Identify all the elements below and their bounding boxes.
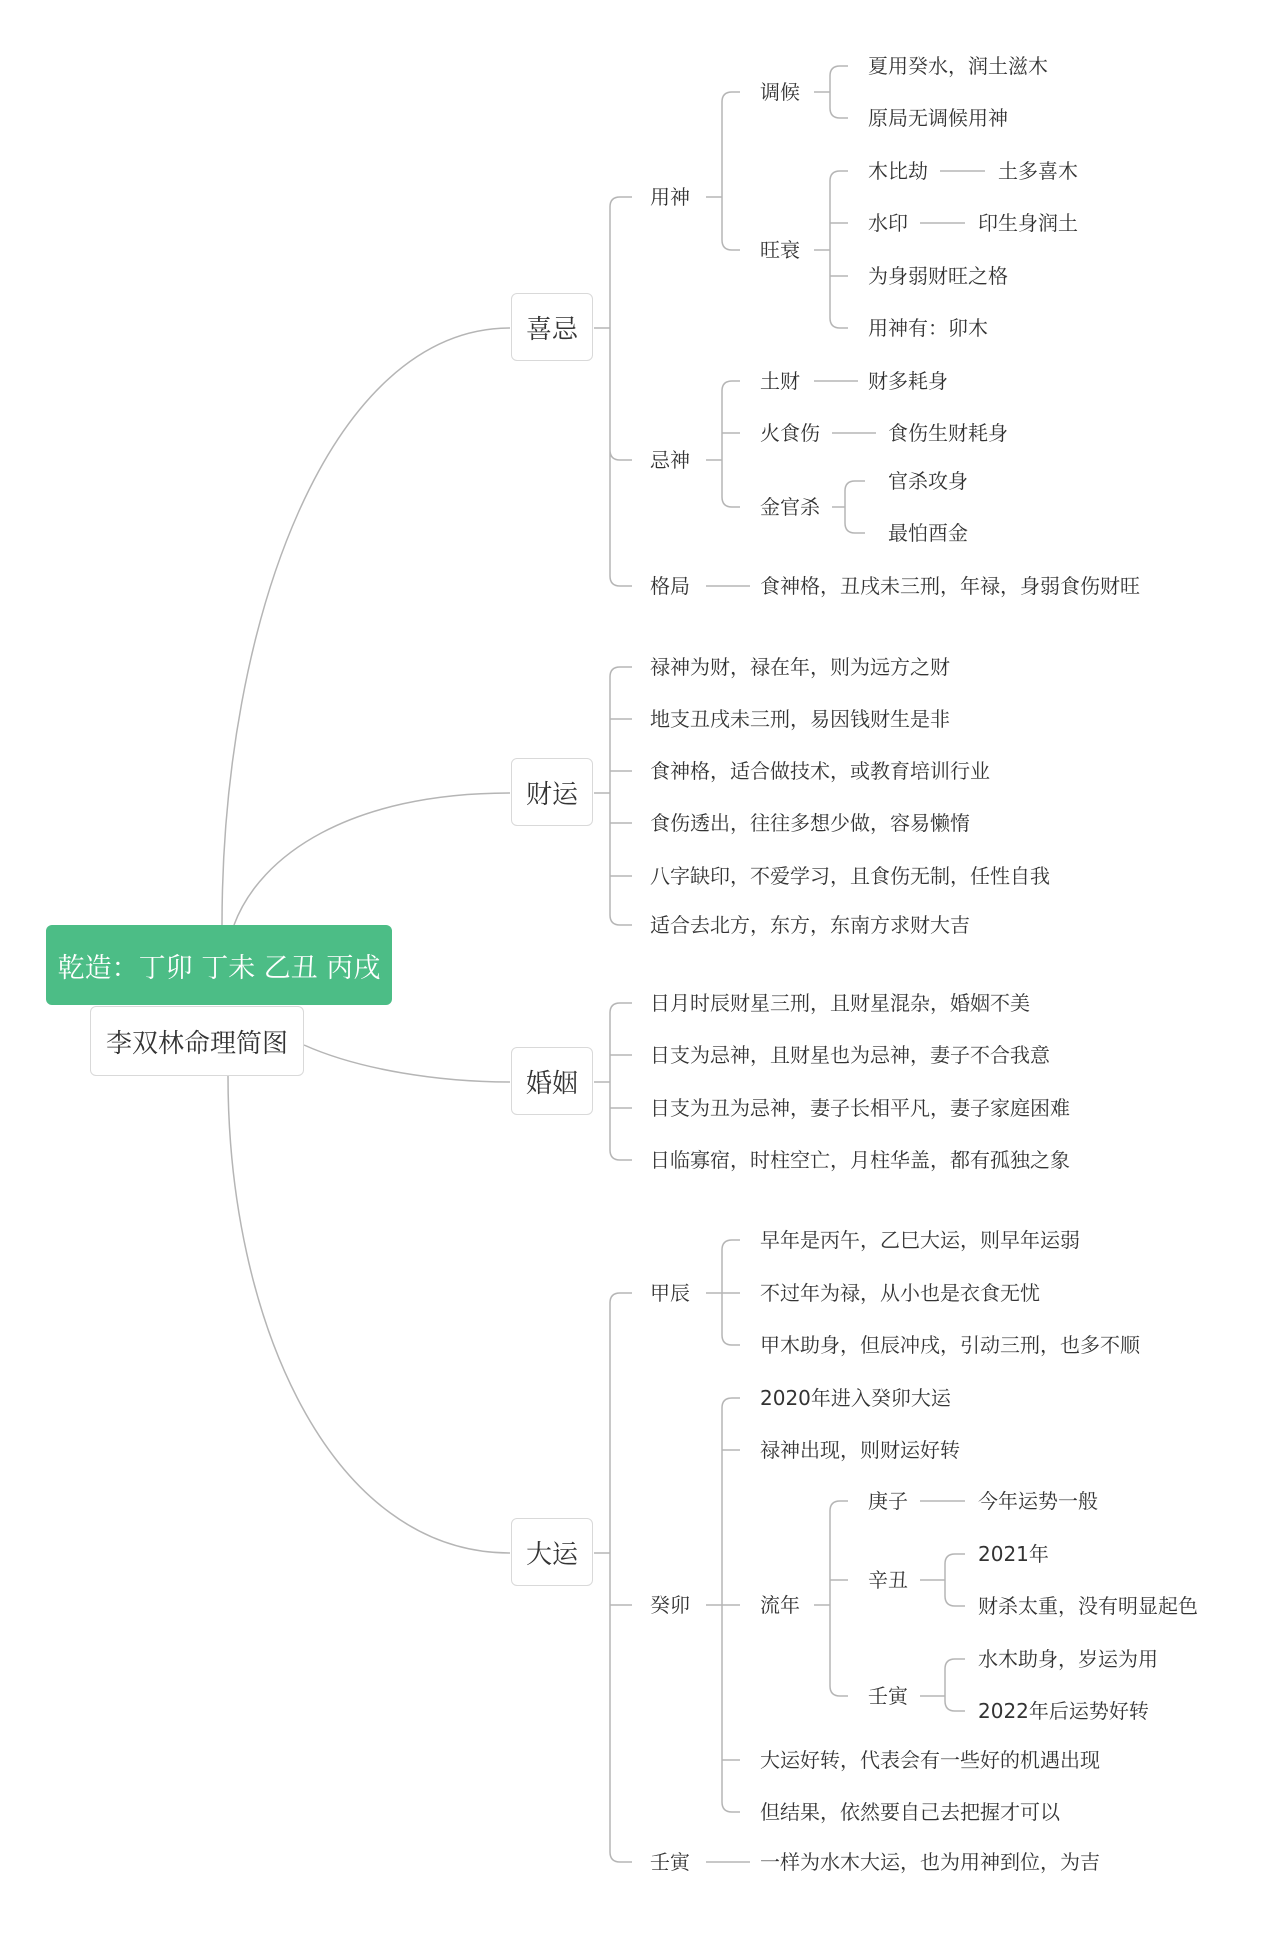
node-wangshuai-item[interactable]: 用神有：卯木	[868, 316, 988, 340]
node-hunyin-item[interactable]: 日临寡宿，时柱空亡，月柱华盖，都有孤独之象	[650, 1148, 1070, 1172]
node-jiachen-item[interactable]: 甲木助身，但辰冲戌，引动三刑，也多不顺	[760, 1333, 1140, 1357]
node-gengzi[interactable]: 庚子	[868, 1489, 908, 1513]
node-tucai[interactable]: 土财	[760, 369, 800, 393]
node-tiaohou-item[interactable]: 原局无调候用神	[868, 106, 1008, 130]
node-huoshishang[interactable]: 火食伤	[760, 421, 820, 445]
node-guimao-item[interactable]: 大运好转，代表会有一些好的机遇出现	[760, 1748, 1100, 1772]
node-jiachen-item[interactable]: 不过年为禄，从小也是衣食无忧	[760, 1281, 1040, 1305]
branch-caiyun[interactable]: 财运	[511, 758, 593, 826]
node-yongshen[interactable]: 用神	[650, 185, 690, 209]
root-node[interactable]: 乾造：丁卯 丁未 乙丑 丙戌	[46, 925, 392, 1005]
node-caiyun-item[interactable]: 适合去北方，东方，东南方求财大吉	[650, 913, 970, 937]
node-guimao[interactable]: 癸卯	[650, 1593, 690, 1617]
node-caiyun-item[interactable]: 禄神为财，禄在年，则为远方之财	[650, 655, 950, 679]
node-jinguansha[interactable]: 金官杀	[760, 495, 820, 519]
node-guimao-item[interactable]: 禄神出现，则财运好转	[760, 1438, 960, 1462]
node-shuiyin[interactable]: 水印	[868, 211, 908, 235]
node-renyin-note[interactable]: 一样为水木大运，也为用神到位，为吉	[760, 1850, 1100, 1874]
node-caiyun-item[interactable]: 食伤透出，往往多想少做，容易懒惰	[650, 811, 970, 835]
node-liunian[interactable]: 流年	[760, 1593, 800, 1617]
node-renyin-year-item[interactable]: 水木助身，岁运为用	[978, 1647, 1158, 1671]
node-caiyun-item[interactable]: 八字缺印，不爱学习，且食伤无制，任性自我	[650, 864, 1050, 888]
node-jiachen-item[interactable]: 早年是丙午，乙巳大运，则早年运弱	[760, 1228, 1080, 1252]
node-jinguansha-item[interactable]: 官杀攻身	[888, 469, 968, 493]
node-xinchou-item[interactable]: 财杀太重，没有明显起色	[978, 1594, 1198, 1618]
node-caiyun-item[interactable]: 食神格，适合做技术，或教育培训行业	[650, 759, 990, 783]
node-guimao-item[interactable]: 2020年进入癸卯大运	[760, 1386, 951, 1410]
node-mubijie[interactable]: 木比劫	[868, 159, 928, 183]
node-jiachen[interactable]: 甲辰	[650, 1281, 690, 1305]
node-hunyin-item[interactable]: 日支为丑为忌神，妻子长相平凡，妻子家庭困难	[650, 1096, 1070, 1120]
node-jishen[interactable]: 忌神	[650, 448, 690, 472]
node-guimao-item[interactable]: 但结果，依然要自己去把握才可以	[760, 1800, 1060, 1824]
node-xinchou[interactable]: 辛丑	[868, 1568, 908, 1592]
node-renyin[interactable]: 壬寅	[650, 1850, 690, 1874]
root-subtitle-node[interactable]: 李双林命理简图	[90, 1006, 304, 1076]
node-wangshuai-item[interactable]: 为身弱财旺之格	[868, 264, 1008, 288]
node-xinchou-item[interactable]: 2021年	[978, 1542, 1049, 1566]
node-geju-note[interactable]: 食神格，丑戌未三刑，年禄，身弱食伤财旺	[760, 574, 1140, 598]
node-huoshishang-note[interactable]: 食伤生财耗身	[888, 421, 1008, 445]
node-wangshuai[interactable]: 旺衰	[760, 238, 800, 262]
node-geju[interactable]: 格局	[650, 574, 690, 598]
node-renyin-year[interactable]: 壬寅	[868, 1684, 908, 1708]
node-tucai-note[interactable]: 财多耗身	[868, 369, 948, 393]
node-mubijie-note[interactable]: 土多喜木	[998, 159, 1078, 183]
branch-xiji[interactable]: 喜忌	[511, 293, 593, 361]
node-hunyin-item[interactable]: 日月时辰财星三刑，且财星混杂，婚姻不美	[650, 991, 1030, 1015]
node-hunyin-item[interactable]: 日支为忌神，且财星也为忌神，妻子不合我意	[650, 1043, 1050, 1067]
node-jinguansha-item[interactable]: 最怕酉金	[888, 521, 968, 545]
node-caiyun-item[interactable]: 地支丑戌未三刑，易因钱财生是非	[650, 707, 950, 731]
node-renyin-year-item[interactable]: 2022年后运势好转	[978, 1699, 1149, 1723]
node-tiaohou[interactable]: 调候	[760, 80, 800, 104]
branch-hunyin[interactable]: 婚姻	[511, 1047, 593, 1115]
node-tiaohou-item[interactable]: 夏用癸水，润土滋木	[868, 54, 1048, 78]
node-shuiyin-note[interactable]: 印生身润土	[978, 211, 1078, 235]
branch-dayun[interactable]: 大运	[511, 1518, 593, 1586]
node-gengzi-note[interactable]: 今年运势一般	[978, 1489, 1098, 1513]
